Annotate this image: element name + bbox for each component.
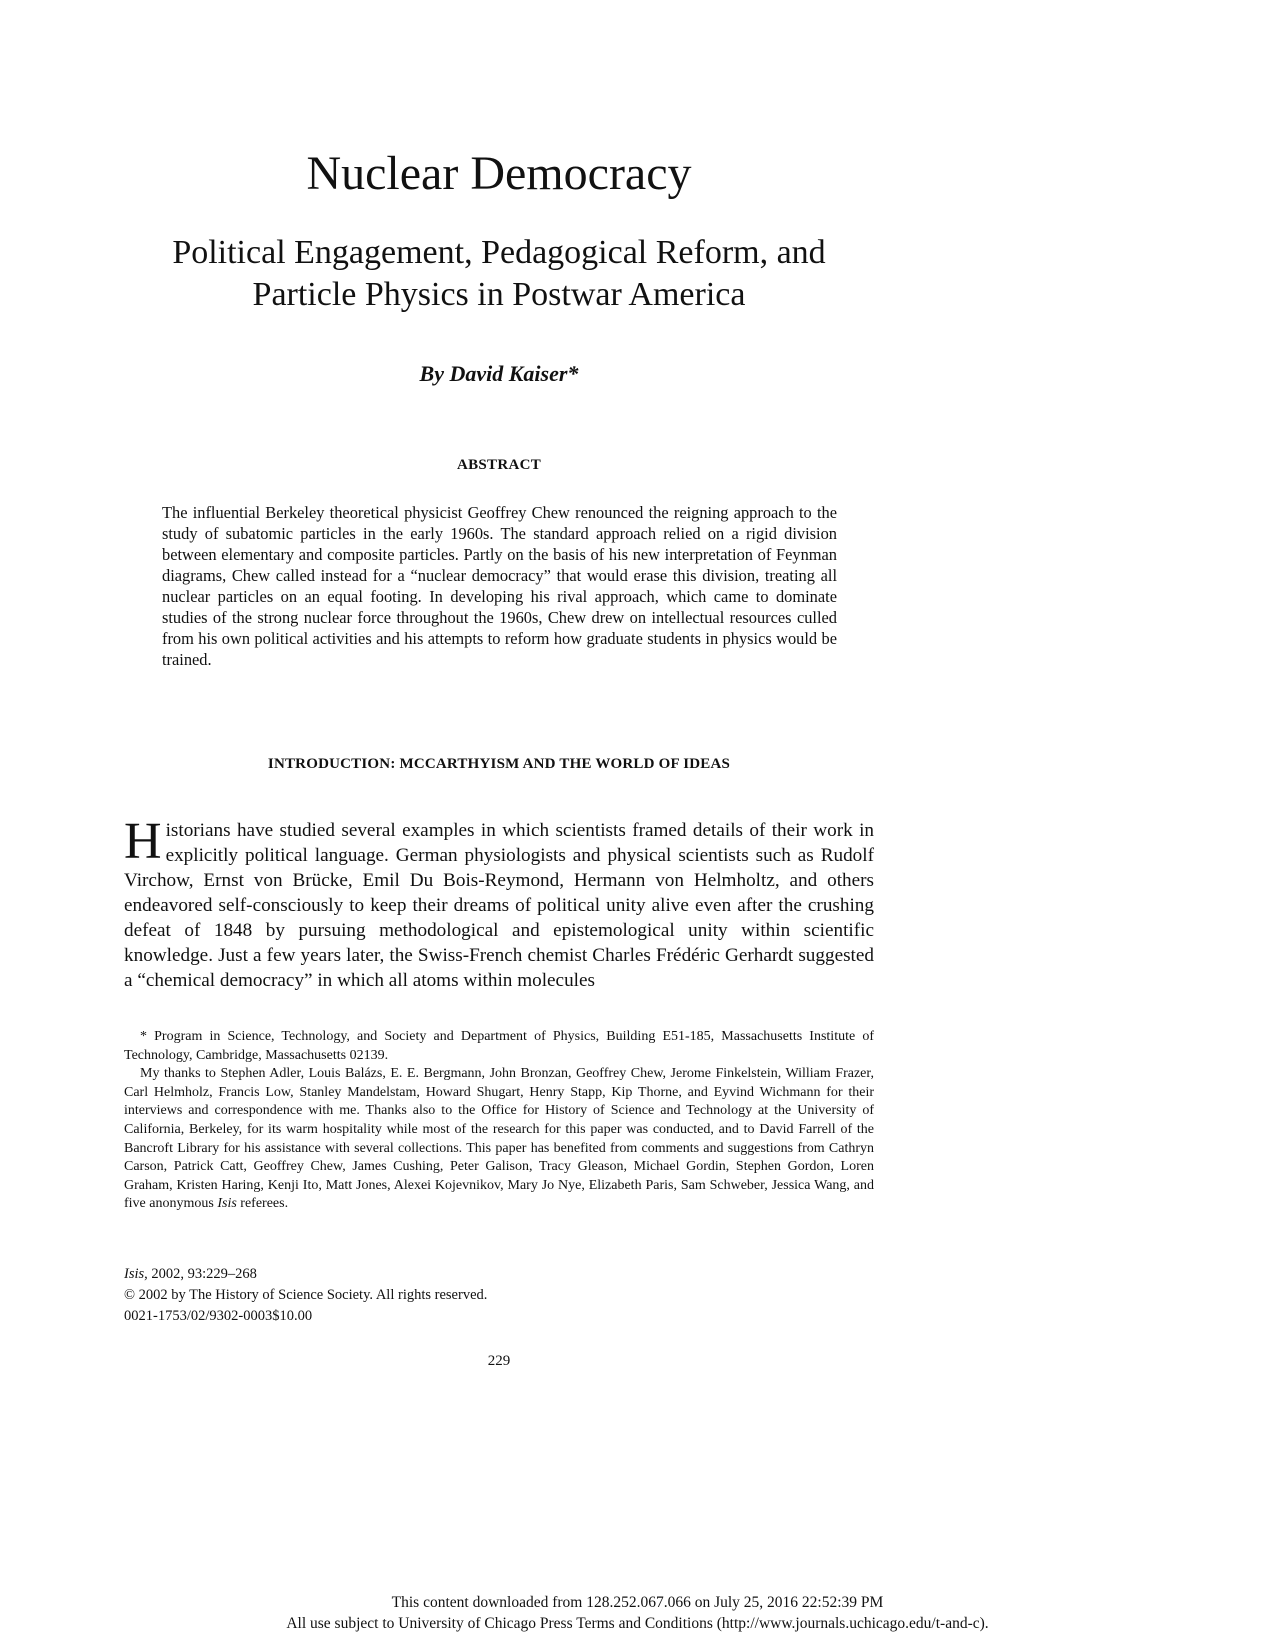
footnote-acknowledgments (124, 1065, 874, 1214)
article-subtitle (124, 232, 874, 316)
citation-details: , 2002, 93:229–268 (144, 1266, 257, 1282)
subtitle-line-1: Political Engagement, Pedagogical Reform, and (172, 234, 826, 271)
section-heading-introduction: INTRODUCTION: MCCARTHYISM AND THE WORLD OF IDEAS (267, 756, 731, 772)
journal-citation (124, 1264, 874, 1285)
subtitle-line-2: Particle Physics in Postwar America (252, 276, 746, 313)
journal-name: Isis (124, 1266, 145, 1282)
author-byline: By David Kaiser* (419, 361, 579, 386)
issn-code: 0021-1753/02/9302-0003$10.00 (124, 1308, 313, 1324)
journal-info (124, 1264, 874, 1327)
abstract-text: The influential Berkeley theoretical physicist Geoffrey Chew renounced the reigning approach to the study of subatomic particles in the early 1960s. The standard approach relied on a rigid division between elementary and composite particles. Partly on the basis of his new interpretation of Feynman diagrams, Chew called instead for a “nuclear democracy” that would erase this division, treating all nuclear particles on an equal footing. In developing his rival approach, which came to dominate studies of the strong nuclear force throughout the 1960s, Chew drew on intellectual resources culled from his own political activities and his attempts to reform how graduate students in physics would be trained. (162, 503, 837, 669)
download-notice-line-2: All use subject to University of Chicago Press Terms and Conditions (http://www.journals.uchicago.edu/t-and-c). (286, 1615, 989, 1632)
download-notice (0, 1592, 1275, 1634)
footnotes (124, 1028, 874, 1214)
acknowledgments-journal-name: Isis (217, 1196, 237, 1212)
abstract-heading: ABSTRACT (456, 457, 542, 473)
page-number: 229 (487, 1353, 511, 1369)
article-title: Nuclear Democracy (306, 147, 692, 200)
introduction-text: istorians have studied several examples in which scientists framed details of their work in explicitly political language. German physiologists and physical scientists such as Rudolf Virchow, Ernst von Brücke, Emil Du Bois-Reymond, Hermann von Helmholtz, and others endeavored self-consciously to keep their dreams of political unity alive even after the crushing defeat of 1848 by pursuing methodological and epistemological unity within scientific knowledge. Just a few years later, the Swiss-French chemist Charles Frédéric Gerhardt suggested a “chemical democracy” in which all atoms within molecules (124, 820, 874, 991)
drop-cap: H (124, 813, 162, 870)
acknowledgments-text: My thanks to Stephen Adler, Louis Balázs, E. E. Bergmann, John Bronzan, Geoffrey Chew, Jerome Finkelstein, William Frazer, Carl Helmholz, Francis Low, Stanley Mandelstam, Howard Shugart, Henry Stapp, Kip Thorne, and Eyvind Wichmann for their interviews and correspondence with me. Thanks also to the Office for History of Science and Technology at the University of California, Berkeley, for its warm hospitality while most of the research for this paper was conducted, and to David Farrell of the Bancroft Library for his assistance with several collections. This paper has benefited from comments and suggestions from Cathryn Carson, Patrick Catt, Geoffrey Chew, James Cushing, Peter Galison, Tracy Gleason, Michael Gordin, Stephen Gordon, Loren Graham, Kristen Haring, Kenji Ito, Matt Jones, Alexei Kojevnikov, Mary Jo Nye, Elizabeth Paris, Sam Schweber, Jessica Wang, and five anonymous (124, 1066, 874, 1212)
footnote-affiliation: * Program in Science, Technology, and Society and Department of Physics, Building E51-185, Massachusetts Institute of Technology, Cambridge, Massachusetts 02139. (124, 1029, 874, 1063)
introduction-paragraph (124, 813, 874, 993)
copyright-notice: © 2002 by The History of Science Society. All rights reserved. (124, 1287, 488, 1303)
acknowledgments-end: referees. (240, 1196, 289, 1212)
download-notice-line-1: This content downloaded from 128.252.067.066 on July 25, 2016 22:52:39 PM (391, 1594, 884, 1611)
